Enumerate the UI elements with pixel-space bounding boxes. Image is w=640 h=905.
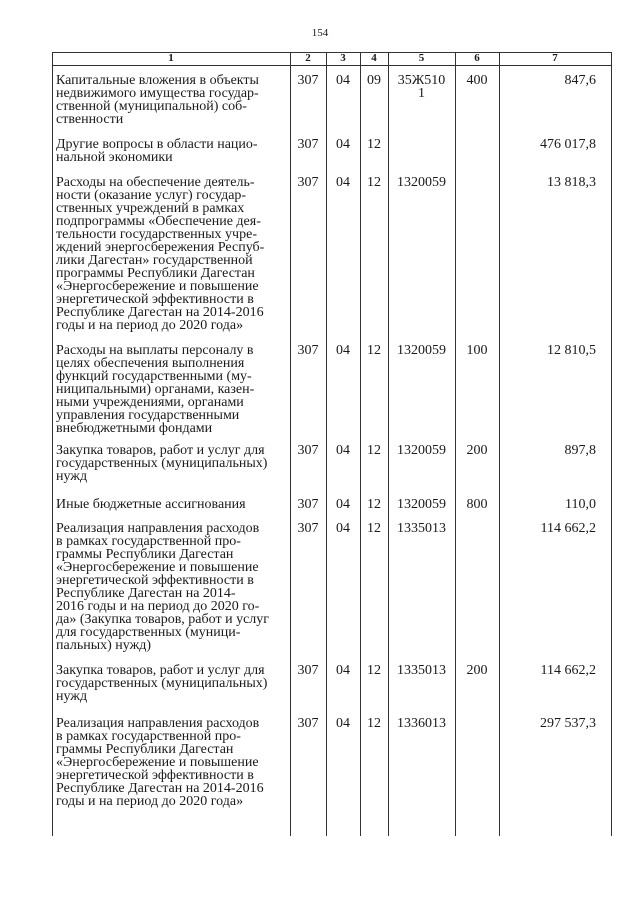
budget-table [52,52,612,836]
description-line: подпрограммы «Обеспечение дея- [56,214,261,229]
description-line: Иные бюджетные ассигнования [56,497,246,512]
col7-value: 110,0 [565,497,596,512]
col5-value: 1336013 [397,716,446,731]
col7-value: 13 818,3 [547,175,596,190]
page-number: 154 [311,27,329,39]
col5-value: 1320059 [397,443,446,458]
description-line: Закупка товаров, работ и услуг для [56,443,265,458]
description-line: Республике Дагестан на 2014-2016 [56,305,264,320]
col2-value: 307 [297,343,319,358]
description-line: ности (оказание услуг) государ- [56,188,247,203]
row-description [56,498,290,511]
description-line: «Энергосбережение и повышение [56,279,259,294]
col3-value: 04 [336,175,350,190]
description-line: ственности [56,112,124,127]
col7-value: 297 537,3 [540,716,596,731]
col5-value: 1335013 [397,521,446,536]
description-line: ственных учреждений в рамках [56,201,245,216]
row-description [56,522,290,652]
col4-value: 12 [367,343,381,358]
col5-value: 1335013 [397,663,446,678]
column-header-4: 4 [371,52,377,64]
description-line: государственных (муниципальных) [56,676,268,691]
description-line: энергетической эффективности в [56,768,254,783]
row-description [56,717,290,808]
col6-value: 200 [466,663,488,678]
row-description [56,444,290,483]
column-header-1: 1 [168,52,174,64]
col4-value: 12 [367,443,381,458]
row-description [56,664,290,703]
description-line: в рамках государственной про- [56,729,241,744]
col7-value: 12 810,5 [547,343,596,358]
col3-value: 04 [336,716,350,731]
col3-value: 04 [336,343,350,358]
col7-value: 897,8 [564,443,596,458]
col2-value: 307 [297,663,319,678]
col5-value: 35Ж510 [397,73,446,88]
description-line: Реализация направления расходов [56,716,260,731]
column-header-5: 5 [418,52,425,64]
col4-value: 12 [367,137,381,152]
header-bottom-border [52,65,612,66]
description-line: 2016 годы и на период до 2020 го- [56,599,260,614]
description-line: энергетической эффективности в [56,573,254,588]
description-line: внебюджетными фондами [56,421,213,436]
description-line: государственных (муниципальных) [56,456,268,471]
col2-value: 307 [297,497,319,512]
column-header-3: 3 [340,52,346,64]
description-line: в рамках государственной про- [56,534,241,549]
col5-value: 1320059 [397,497,446,512]
column-divider [611,52,612,836]
col6-value: 200 [466,443,488,458]
row-description [56,176,290,332]
col3-value: 04 [336,663,350,678]
description-line: Республике Дагестан на 2014- [56,586,236,601]
col2-value: 307 [297,175,319,190]
description-line: «Энергосбережение и повышение [56,560,259,575]
description-line: Республике Дагестан на 2014-2016 [56,781,264,796]
description-line: граммы Республики Дагестан [56,547,234,562]
description-line: Закупка товаров, работ и услуг для [56,663,265,678]
description-line: ждений энергосбережения Респуб- [56,240,265,255]
description-line: Расходы на обеспечение деятель- [56,175,255,190]
column-header-7: 7 [552,52,558,64]
description-line: управления государственными [56,408,240,423]
description-line: нальной экономики [56,150,173,165]
column-header-2: 2 [305,52,311,64]
col2-value: 307 [297,443,319,458]
description-line: Капитальные вложения в объекты [56,73,259,88]
description-line: лики Дагестан» государственной [56,253,253,268]
description-line: Реализация направления расходов [56,521,260,536]
description-line: целях обеспечения выполнения [56,356,245,371]
col4-value: 12 [367,716,381,731]
col6-value: 400 [466,73,488,88]
col3-value: 04 [336,521,350,536]
description-line: Другие вопросы в области нацио- [56,137,258,152]
col4-value: 12 [367,521,381,536]
description-line: для государственных (муници- [56,625,241,640]
col3-value: 04 [336,497,350,512]
col4-value: 12 [367,663,381,678]
col5-value: 1320059 [397,175,446,190]
col7-value: 847,6 [564,73,596,88]
col2-value: 307 [297,716,319,731]
description-line: граммы Республики Дагестан [56,742,234,757]
description-line: функций государственными (му- [56,369,252,384]
description-line: да» (Закупка товаров, работ и услуг [56,612,270,627]
description-line: Расходы на выплаты персоналу в [56,343,254,358]
row-description [56,344,290,435]
col2-value: 307 [297,521,319,536]
description-line: годы и на период до 2020 года» [56,318,244,333]
col7-value: 114 662,2 [540,521,596,536]
description-line: ниципальными) органами, казен- [56,382,255,397]
col3-value: 04 [336,73,350,88]
col5-value-continued: 1 [418,86,425,101]
col7-value: 114 662,2 [540,663,596,678]
description-line: недвижимого имущества государ- [56,86,259,101]
col4-value: 09 [367,73,381,88]
description-line: ственной (муниципальной) соб- [56,99,247,114]
description-line: программы Республики Дагестан [56,266,255,281]
description-line: пальных) нужд) [56,638,152,653]
description-line: ными учреждениями, органами [56,395,244,410]
column-divider [52,52,53,836]
description-line: «Энергосбережение и повышение [56,755,259,770]
description-line: годы и на период до 2020 года» [56,794,244,809]
row-description [56,74,290,126]
description-line: тельности государственных учре- [56,227,257,242]
col2-value: 307 [297,73,319,88]
col7-value: 476 017,8 [540,137,596,152]
col6-value: 100 [466,343,488,358]
col3-value: 04 [336,443,350,458]
col4-value: 12 [367,175,381,190]
column-header-6: 6 [474,52,480,64]
col6-value: 800 [466,497,488,512]
row-description [56,138,290,164]
col4-value: 12 [367,497,381,512]
col5-value: 1320059 [397,343,446,358]
description-line: нужд [56,689,88,704]
col3-value: 04 [336,137,350,152]
description-line: энергетической эффективности в [56,292,254,307]
description-line: нужд [56,469,88,484]
col2-value: 307 [297,137,319,152]
